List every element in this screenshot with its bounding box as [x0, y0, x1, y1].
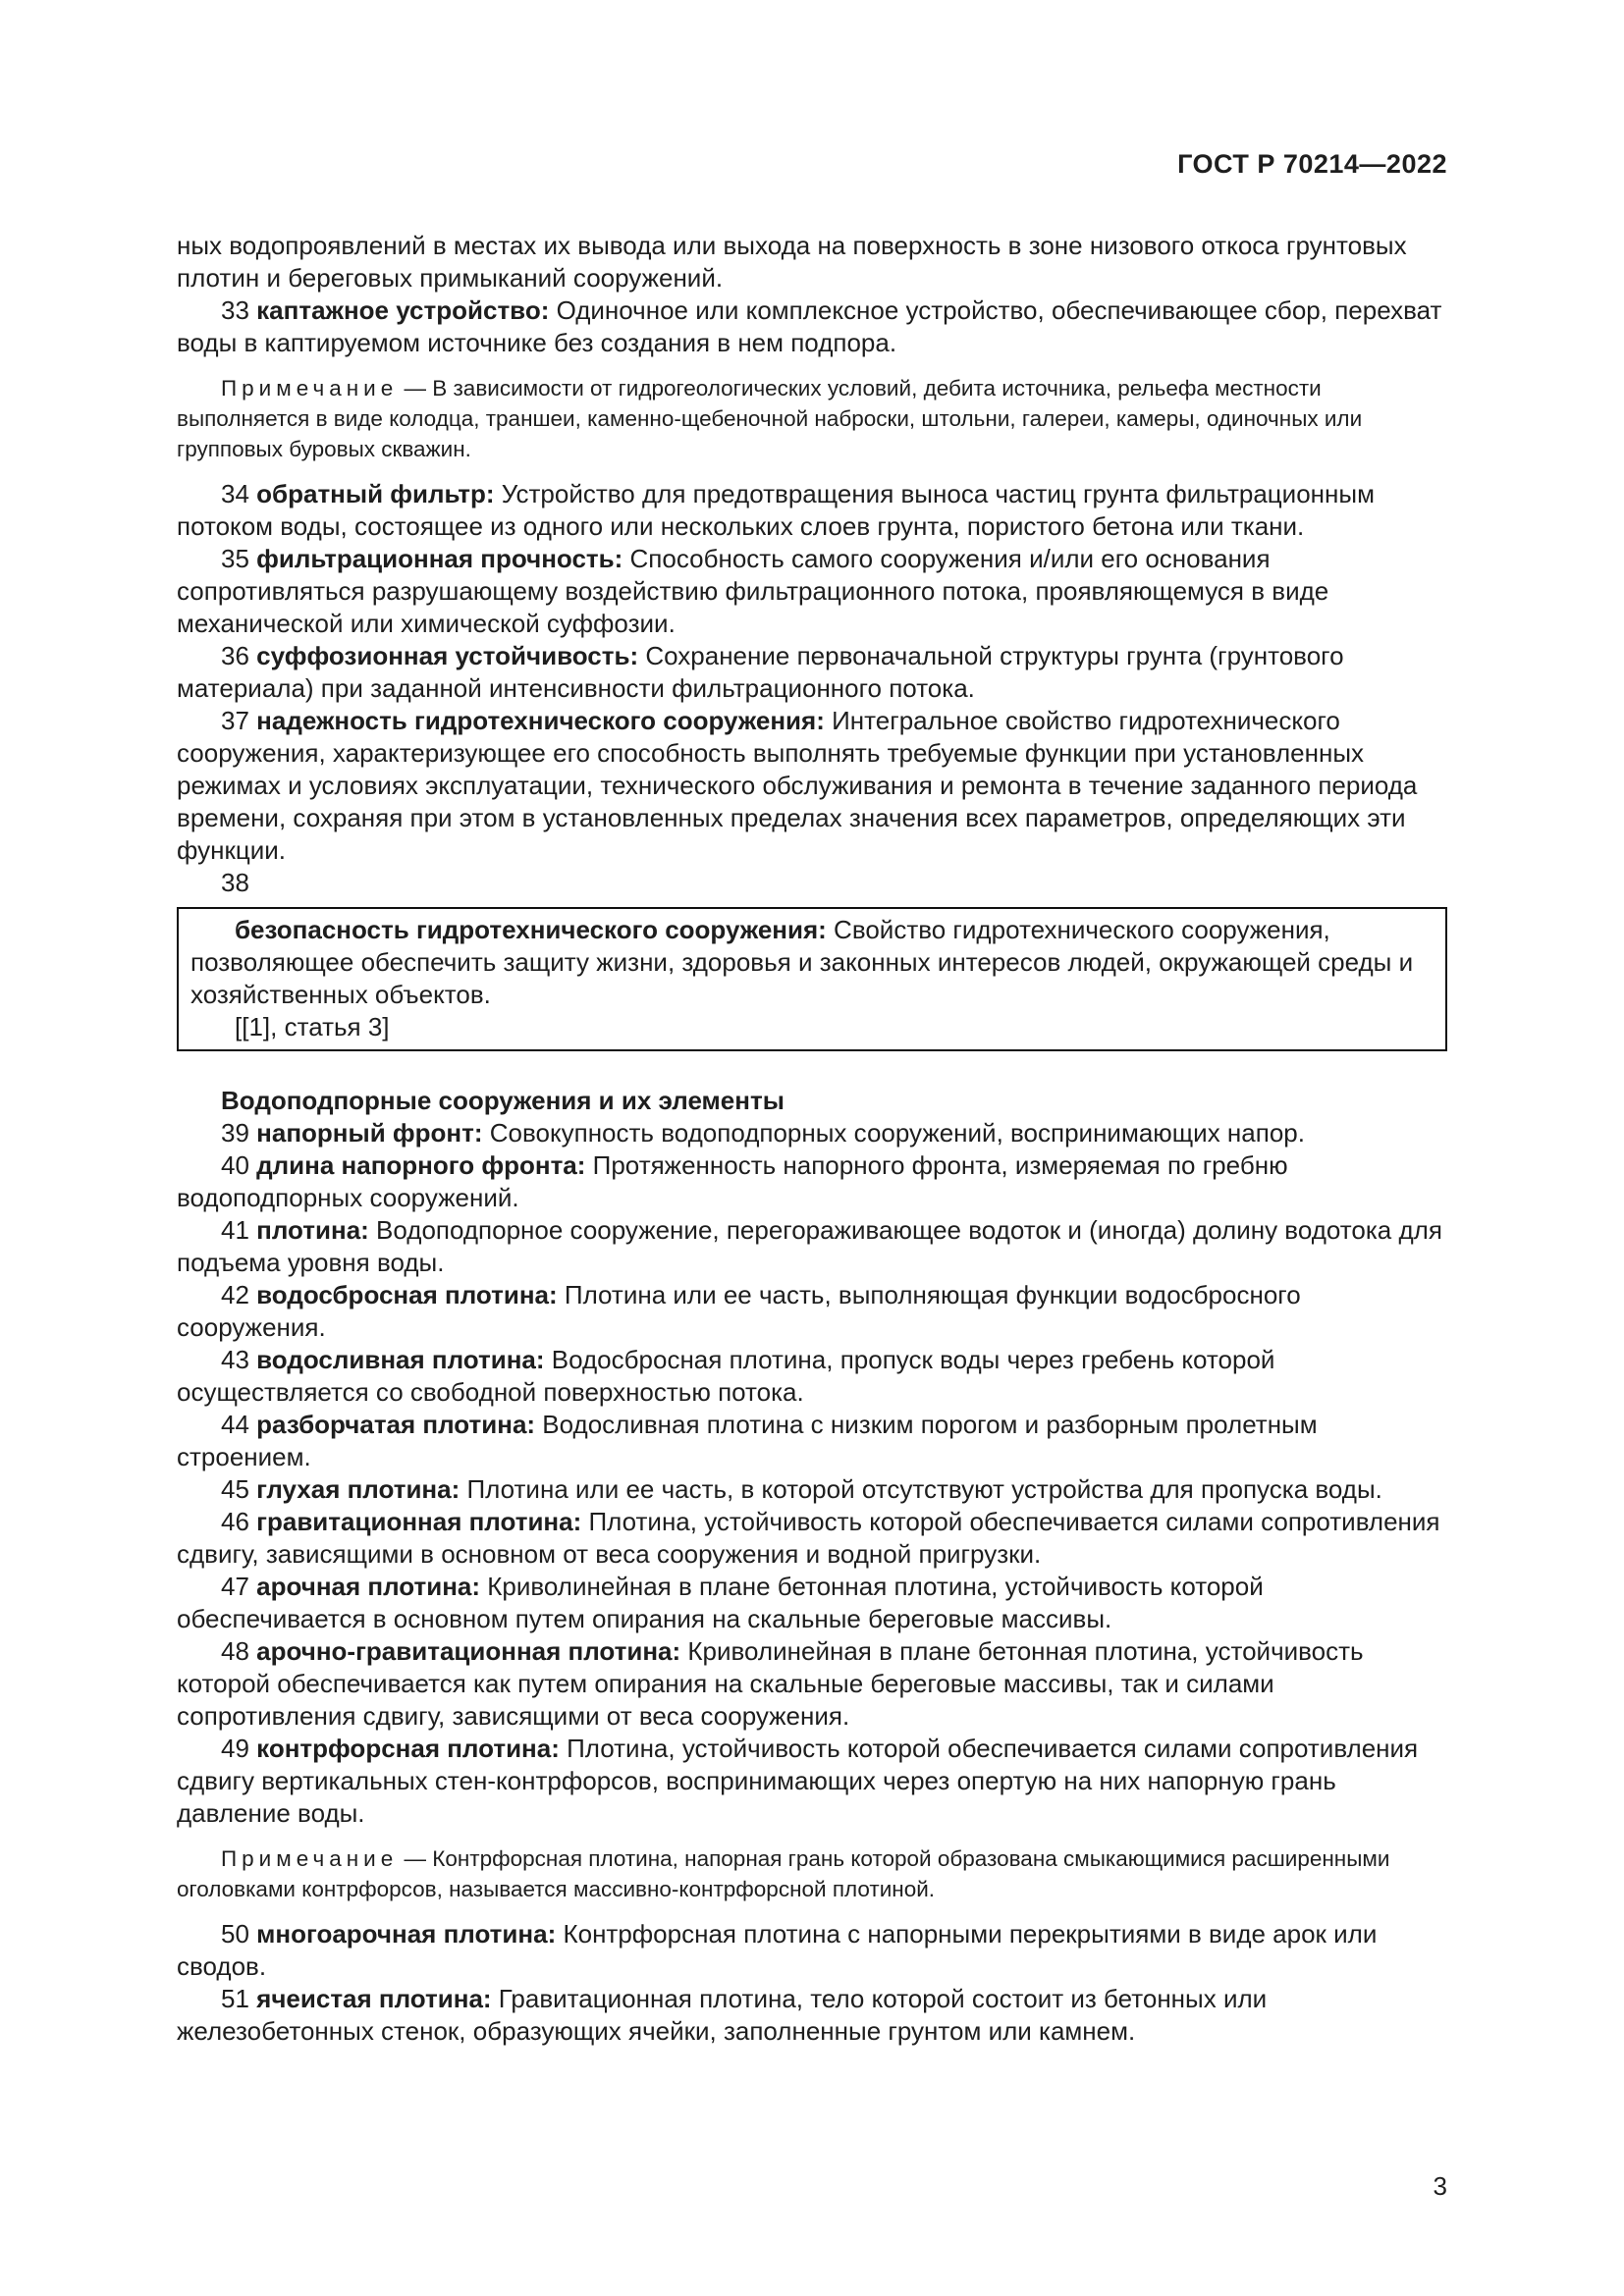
term-43: 43 водосливная плотина: Водосбросная плотина, пропуск воды через гребень которой осуществляется со свободной поверхностью потока.	[177, 1345, 1275, 1407]
term-35-title: фильтрационная прочность:	[256, 544, 623, 573]
term-47-title: арочная плотина:	[256, 1572, 481, 1601]
term-39: 39 напорный фронт: Совокупность водоподпорных сооружений, воспринимающих напор.	[221, 1118, 1305, 1148]
term-40: 40 длина напорного фронта: Протяженность напорного фронта, измеряемая по гребню водоподпорных сооружений.	[177, 1150, 1288, 1212]
section-title: Водоподпорные сооружения и их элементы	[221, 1086, 785, 1115]
term-37: 37 надежность гидротехнического сооружения: Интегральное свойство гидротехнического сооружения, характеризующее его способность выполнять требуемые функции при установленных режимах и условиях эксплуатации, технического обслуживания и ремонта в течение заданного периода времени, сохраняя при этом в установленных пределах значения всех параметров, определяющих эти функции.	[177, 706, 1418, 865]
term-44: 44 разборчатая плотина: Водосливная плотина с низким порогом и разборным пролетным строением.	[177, 1410, 1318, 1471]
term-41-title: плотина:	[256, 1215, 369, 1245]
term-47: 47 арочная плотина: Криволинейная в плане бетонная плотина, устойчивость которой обеспечивается в основном путем опирания на скальные береговые массивы.	[177, 1572, 1264, 1633]
note-49: Примечание — Контрфорсная плотина, напорная грань которой образована смыкающимися расширенными оголовками контрфорсов, называется массивно-контрфорсной плотиной.	[177, 1846, 1390, 1901]
term-50: 50 многоарочная плотина: Контрфорсная плотина с напорными перекрытиями в виде арок или сводов.	[177, 1919, 1378, 1981]
document-code-header: ГОСТ Р 70214—2022	[1177, 149, 1447, 179]
term-34: 34 обратный фильтр: Устройство для предотвращения выноса частиц грунта фильтрационным потоком воды, состоящее из одного или нескольких слоев грунта, пористого бетона или ткани.	[177, 479, 1375, 541]
term-48: 48 арочно-гравитационная плотина: Криволинейная в плане бетонная плотина, устойчивость которой обеспечивается как путем опирания на скальные береговые массивы, так и силами сопротивления сдвигу, зависящими от веса сооружения.	[177, 1636, 1364, 1731]
term-39-title: напорный фронт:	[256, 1118, 483, 1148]
term-48-title: арочно-гравитационная плотина:	[256, 1636, 681, 1666]
continuation-paragraph: ных водопроявлений в местах их вывода или выхода на поверхность в зоне низового откоса грунтовых плотин и береговых примыканий сооружений.	[177, 231, 1407, 293]
term-34-title: обратный фильтр:	[256, 479, 495, 508]
term-38-number: 38	[221, 868, 249, 897]
term-44-title: разборчатая плотина:	[256, 1410, 536, 1439]
term-36-title: суффозионная устойчивость:	[256, 641, 639, 670]
note-label: Примечание	[221, 1846, 399, 1871]
term-45: 45 глухая плотина: Плотина или ее часть, в которой отсутствуют устройства для пропуска воды.	[221, 1474, 1382, 1504]
term-36: 36 суффозионная устойчивость: Сохранение первоначальной структуры грунта (грунтового материала) при заданной интенсивности фильтрационного потока.	[177, 641, 1344, 703]
term-38-box	[177, 907, 1447, 1051]
term-46-title: гравитационная плотина:	[256, 1507, 582, 1536]
term-38: безопасность гидротехнического сооружения: Свойство гидротехнического сооружения, позволяющее обеспечить защиту жизни, здоровья и законных интересов людей, окружающей среды и хозяйственных объектов.	[190, 915, 1414, 1009]
term-49-title: контрфорсная плотина:	[256, 1734, 560, 1763]
term-35: 35 фильтрационная прочность: Способность самого сооружения и/или его основания сопротивляться разрушающему воздействию фильтрационного потока, проявляющемуся в виде механической или химической суффозии.	[177, 544, 1329, 638]
term-37-title: надежность гидротехнического сооружения:	[256, 706, 825, 735]
term-42-title: водосбросная плотина:	[256, 1280, 558, 1309]
term-45-title: глухая плотина:	[256, 1474, 460, 1504]
term-38-reference: [[1], статья 3]	[235, 1012, 390, 1041]
term-49: 49 контрфорсная плотина: Плотина, устойчивость которой обеспечивается силами сопротивления сдвигу вертикальных стен-контрфорсов, воспринимающих через опертую на них напорную грань давление воды.	[177, 1734, 1419, 1828]
term-51-title: ячеистая плотина:	[256, 1984, 492, 2013]
term-33: 33 каптажное устройство: Одиночное или комплексное устройство, обеспечивающее сбор, перехват воды в каптируемом источнике без создания в нем подпора.	[177, 295, 1442, 357]
term-46: 46 гравитационная плотина: Плотина, устойчивость которой обеспечивается силами сопротивления сдвигу, зависящими в основном от веса сооружения и водной пригрузки.	[177, 1507, 1440, 1569]
term-38-title: безопасность гидротехнического сооружения:	[235, 915, 827, 944]
page-content	[177, 230, 1447, 2048]
term-40-title: длина напорного фронта:	[256, 1150, 586, 1180]
note-label: Примечание	[221, 376, 399, 400]
term-42: 42 водосбросная плотина: Плотина или ее часть, выполняющая функции водосбросного сооружения.	[177, 1280, 1301, 1342]
note-33: Примечание — В зависимости от гидрогеологических условий, дебита источника, рельефа местности выполняется в виде колодца, траншеи, каменно-щебеночной наброски, штольни, галереи, камеры, одиночных или групповых буровых скважин.	[177, 376, 1363, 461]
term-41: 41 плотина: Водоподпорное сооружение, перегораживающее водоток и (иногда) долину водотока для подъема уровня воды.	[177, 1215, 1442, 1277]
page-number: 3	[1433, 2171, 1447, 2201]
term-33-title: каптажное устройство:	[256, 295, 550, 325]
term-43-title: водосливная плотина:	[256, 1345, 545, 1374]
term-50-title: многоарочная плотина:	[256, 1919, 557, 1949]
term-51: 51 ячеистая плотина: Гравитационная плотина, тело которой состоит из бетонных или железобетонных стенок, образующих ячейки, заполненные грунтом или камнем.	[177, 1984, 1268, 2046]
